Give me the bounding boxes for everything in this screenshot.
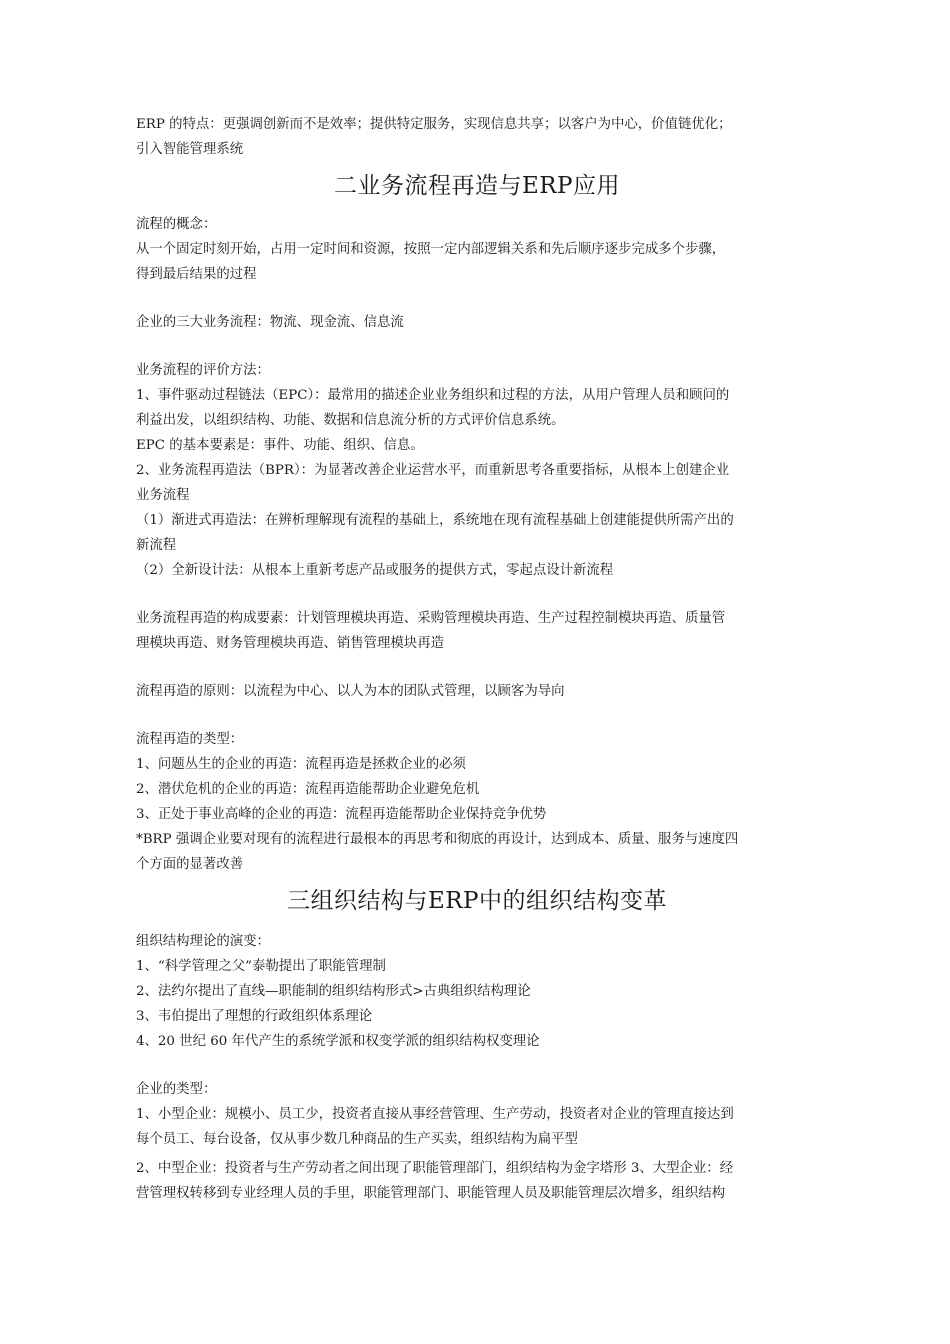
epc-text-line-1: 1、事件驱动过程链法（EPC）：最常用的描述企业业务组织和过程的方法，从用户管理人员和顾问的 [136, 388, 730, 403]
bpr-text-line-2: 业务流程 [136, 488, 190, 503]
section-3-heading: 三组织结构与ERP中的组织结构变革 [286, 888, 668, 914]
spacer [136, 335, 818, 358]
spacer [136, 583, 818, 606]
evolution-item-4: 4、20 世纪 60 年代产生的系统学派和权变学派的组织结构权变理论 [136, 1034, 540, 1049]
spacer [136, 704, 818, 727]
concept-label: 流程的概念： [136, 217, 217, 232]
evolution-item-3: 3、韦伯提出了理想的行政组织体系理论 [136, 1009, 373, 1024]
evolution-item-1: 1、“科学管理之父”泰勒提出了职能管理制 [136, 959, 386, 974]
components-text-line-1: 业务流程再造的构成要素：计划管理模块再造、采购管理模块再造、生产过程控制模块再造、质量管 [136, 611, 726, 626]
three-flows-text: 企业的三大业务流程：物流、现金流、信息流 [136, 315, 404, 330]
bpr-subitem-1-line-2: 新流程 [136, 538, 177, 553]
spacer [136, 287, 818, 310]
intro-line-1: ERP 的特点：更强调创新而不是效率；提供特定服务，实现信息共享；以客户为中心，价值链优化； [136, 117, 732, 132]
reengineering-types-label: 流程再造的类型： [136, 732, 244, 747]
medium-enterprise-line-2: 营管理权转移到专业经理人员的手里，职能管理部门、职能管理人员及职能管理层次增多，组织结构 [136, 1186, 726, 1201]
bpr-subitem-2: （2）全新设计法：从根本上重新考虑产品或服务的提供方式，零起点设计新流程 [136, 563, 614, 578]
section-2-heading: 二业务流程再造与ERP应用 [333, 173, 621, 199]
intro-line-2: 引入智能管理系统 [136, 142, 244, 157]
reengineering-type-2: 2、潜伏危机的企业的再造：流程再造能帮助企业避免危机 [136, 782, 480, 797]
evolution-label: 组织结构理论的演变： [136, 934, 270, 949]
document-page [136, 112, 818, 1206]
evolution-item-2: 2、法约尔提出了直线—职能制的组织结构形式>古典组织结构理论 [136, 984, 531, 999]
brp-note-line-1: *BRP 强调企业要对现有的流程进行最根本的再思考和彻底的再设计，达到成本、质量、服务与速度四 [136, 832, 739, 847]
concept-text-line-1: 从一个固定时刻开始，占用一定时间和资源，按照一定内部逻辑关系和先后顺序逐步完成多个步骤， [136, 242, 726, 257]
small-enterprise-line-2: 每个员工、每台设备，仅从事少数几种商品的生产买卖，组织结构为扁平型 [136, 1132, 578, 1147]
reengineering-type-1: 1、问题丛生的企业的再造：流程再造是拯救企业的必须 [136, 757, 466, 772]
epc-elements-text: EPC 的基本要素是：事件、功能、组织、信息。 [136, 438, 424, 453]
components-text-line-2: 理模块再造、财务管理模块再造、销售管理模块再造 [136, 636, 444, 651]
bpr-text-line-1: 2、业务流程再造法（BPR）：为显著改善企业运营水平，而重新思考各重要指标，从根本上创建企业 [136, 463, 730, 478]
concept-text-line-2: 得到最后结果的过程 [136, 267, 257, 282]
brp-note-line-2: 个方面的显著改善 [136, 857, 244, 872]
bpr-subitem-1-line-1: （1）渐进式再造法：在辨析理解现有流程的基础上，系统地在现有流程基础上创建能提供所需产出的 [136, 513, 734, 528]
epc-text-line-2: 利益出发，以组织结构、功能、数据和信息流分析的方式评价信息系统。 [136, 413, 565, 428]
medium-enterprise-line-1: 2、中型企业：投资者与生产劳动者之间出现了职能管理部门，组织结构为金字塔形 3、大型企业：经 [136, 1161, 734, 1176]
evaluation-methods-label: 业务流程的评价方法： [136, 363, 270, 378]
enterprise-types-label: 企业的类型： [136, 1082, 217, 1097]
reengineering-type-3: 3、正处于事业高峰的企业的再造：流程再造能帮助企业保持竞争优势 [136, 807, 547, 822]
spacer [136, 1054, 818, 1077]
spacer [136, 656, 818, 679]
principle-text: 流程再造的原则：以流程为中心、以人为本的团队式管理，以顾客为导向 [136, 684, 565, 699]
small-enterprise-line-1: 1、小型企业：规模小、员工少，投资者直接从事经营管理、生产劳动，投资者对企业的管理直接达到 [136, 1107, 734, 1122]
